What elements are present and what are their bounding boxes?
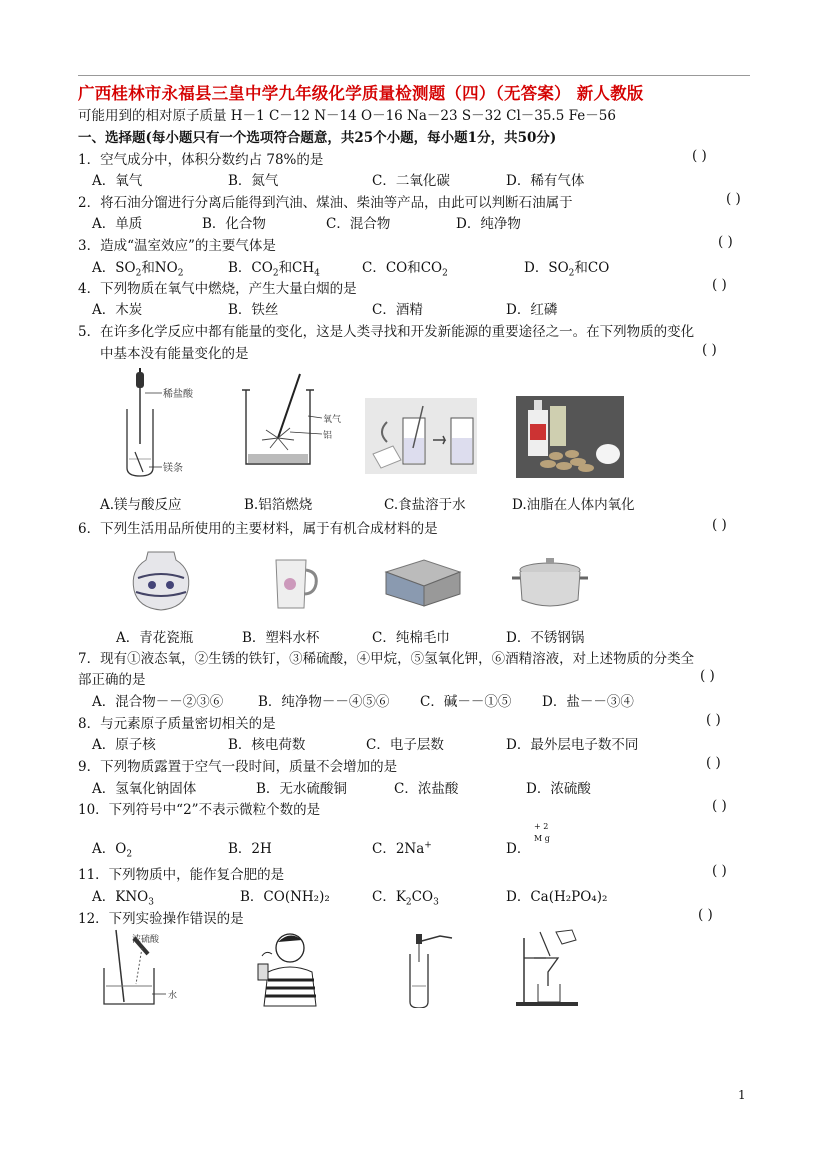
label-conc-sulfuric: 浓硫酸 (132, 935, 160, 945)
q7-answer-blank: ( ) (700, 668, 715, 684)
q10-option-d-charge: + 2 (534, 822, 549, 831)
q12-figure-smelling (240, 928, 322, 1008)
q7-option-d: D．盐－－③④ (542, 694, 634, 710)
q12-answer-blank: ( ) (698, 907, 713, 923)
q8-stem: 8．与元素原子质量密切相关的是 (78, 716, 276, 732)
q2-answer-blank: ( ) (726, 191, 741, 207)
header-rule (78, 75, 750, 76)
q4-option-b: B．铁丝 (228, 302, 279, 318)
q10-answer-blank: ( ) (712, 798, 727, 814)
q3-answer-blank: ( ) (718, 234, 733, 250)
q4-stem: 4．下列物质在氧气中燃烧，产生大量白烟的是 (78, 281, 357, 297)
q5-figure-oil-food (516, 396, 624, 478)
q6-answer-blank: ( ) (712, 517, 727, 533)
q11-option-a: A．$KNO_3$ (92, 889, 154, 908)
q5-figure-al-burning (240, 368, 350, 472)
q12-figure-filtration (512, 928, 588, 1008)
q6-option-b: B．塑料水杯 (242, 630, 320, 646)
q3-option-b: B．$CO_2$和$CH_4$ (228, 260, 320, 279)
q8-option-d: D．最外层电子数不同 (506, 737, 639, 753)
q11-option-d: D．Ca(H₂PO₄)₂ (506, 889, 608, 905)
q5-option-a: A.镁与酸反应 (100, 497, 182, 513)
q1-option-d: D．稀有气体 (506, 173, 585, 189)
q1-stem: 1．空气成分中，体积分数约占 78%的是 (78, 152, 324, 168)
label-oxygen: 氧气 (323, 415, 342, 425)
q6-option-d: D．不锈钢锅 (506, 630, 585, 646)
q4-option-d: D．红磷 (506, 302, 558, 318)
q12-figure-dilute-acid (96, 928, 200, 1008)
q1-answer-blank: ( ) (692, 148, 707, 164)
q1-option-b: B．氮气 (228, 173, 279, 189)
q5-option-b: B.铝箔燃烧 (244, 497, 313, 513)
q9-option-c: C．浓盐酸 (394, 781, 459, 797)
q6-figure-steel-pot (512, 556, 588, 612)
label-water: 水 (168, 991, 178, 1001)
q10-option-a: A．$O_2$ (92, 841, 133, 860)
label-aluminum: 铝 (323, 431, 333, 441)
q6-figure-porcelain-vase (128, 548, 194, 612)
q9-option-d: D．浓硫酸 (526, 781, 591, 797)
q6-option-c: C．纯棉毛巾 (372, 630, 450, 646)
q11-option-b: B．CO(NH₂)₂ (240, 889, 330, 905)
q11-option-c: C．$K_2CO_3$ (372, 889, 439, 908)
q3-option-d: D．$SO_2$和CO (524, 260, 610, 279)
q5-figure-mg-acid (115, 364, 215, 482)
q2-option-c: C．混合物 (326, 216, 391, 232)
q3-stem: 3．造成“温室效应”的主要气体是 (78, 238, 276, 254)
q7-option-c: C．碱－－①⑤ (420, 694, 512, 710)
q6-figure-cotton-towel (384, 558, 462, 608)
q12-stem: 12．下列实验操作错误的是 (78, 911, 244, 927)
q5-answer-blank: ( ) (702, 342, 717, 358)
q4-option-c: C．酒精 (372, 302, 423, 318)
q2-option-b: B．化合物 (202, 216, 266, 232)
q8-answer-blank: ( ) (706, 712, 721, 728)
q5-option-c: C.食盐溶于水 (384, 497, 466, 513)
q10-option-d-element: M g (534, 834, 550, 843)
q9-stem: 9．下列物质露置于空气一段时间，质量不会增加的是 (78, 759, 398, 775)
q10-option-b: B．2H (228, 841, 272, 857)
q2-stem: 2．将石油分馏进行分离后能得到汽油、煤油、柴油等产品，由此可以判断石油属于 (78, 195, 573, 211)
q6-figure-plastic-cup (270, 556, 320, 612)
q5-figure-salt-dissolving (365, 398, 477, 474)
q4-option-a: A．木炭 (92, 302, 143, 318)
label-dilute-hcl: 稀盐酸 (163, 389, 193, 400)
q8-option-b: B．核电荷数 (228, 737, 306, 753)
label-mg-strip: 镁条 (163, 463, 183, 474)
q11-stem: 11．下列物质中，能作复合肥的是 (78, 867, 285, 883)
q12-figure-dropper-tube (400, 928, 466, 1008)
q6-stem: 6．下列生活用品所使用的主要材料，属于有机合成材料的是 (78, 521, 438, 537)
q8-option-c: C．电子层数 (366, 737, 444, 753)
q5-stem-line2: 中基本没有能量变化的是 (100, 346, 249, 362)
q2-option-d: D．纯净物 (456, 216, 521, 232)
q9-answer-blank: ( ) (706, 755, 721, 771)
q5-stem-line1: 5．在许多化学反应中都有能量的变化，这是人类寻找和开发新能源的重要途径之一。在下列物质的变化 (78, 324, 695, 340)
q7-stem-line2: 部正确的是 (78, 672, 146, 688)
page-title: 广西桂林市永福县三皇中学九年级化学质量检测题（四）（无答案） 新人教版 (78, 84, 644, 103)
page-number: 1 (738, 1088, 746, 1102)
q3-option-a: A．$SO_2$和$NO_2$ (92, 260, 184, 279)
q10-option-d: D． (506, 841, 531, 857)
q7-option-b: B．纯净物－－④⑤⑥ (258, 694, 390, 710)
q1-option-a: A．氧气 (92, 173, 143, 189)
q11-answer-blank: ( ) (712, 863, 727, 879)
q10-stem: 10．下列符号中“2”不表示微粒个数的是 (78, 802, 321, 818)
q2-option-a: A．单质 (92, 216, 143, 232)
q1-option-c: C．二氧化碳 (372, 173, 450, 189)
atomic-masses: 可能用到的相对原子质量 H－1 C－12 N－14 O－16 Na－23 S－32 Cl－35.5 Fe－56 (78, 108, 616, 124)
q7-stem-line1: 7．现有①液态氧，②生锈的铁钉，③稀硫酸，④甲烷，⑤氢氧化钾，⑥酒精溶液，对上述物质的分类全 (78, 651, 695, 667)
q10-option-c: C．2Na+ (372, 840, 432, 857)
q4-answer-blank: ( ) (712, 277, 727, 293)
q8-option-a: A．原子核 (92, 737, 156, 753)
q7-option-a: A．混合物－－②③⑥ (92, 694, 224, 710)
q9-option-a: A．氢氧化钠固体 (92, 781, 197, 797)
q9-option-b: B．无水硫酸铜 (256, 781, 347, 797)
q5-option-d: D.油脂在人体内氧化 (512, 497, 635, 513)
q3-option-c: C．CO和$CO_2$ (362, 260, 448, 279)
q6-option-a: A．青花瓷瓶 (116, 630, 194, 646)
section-heading: 一、选择题(每小题只有一个选项符合题意，共25个小题，每小题1分，共50分) (78, 130, 557, 146)
